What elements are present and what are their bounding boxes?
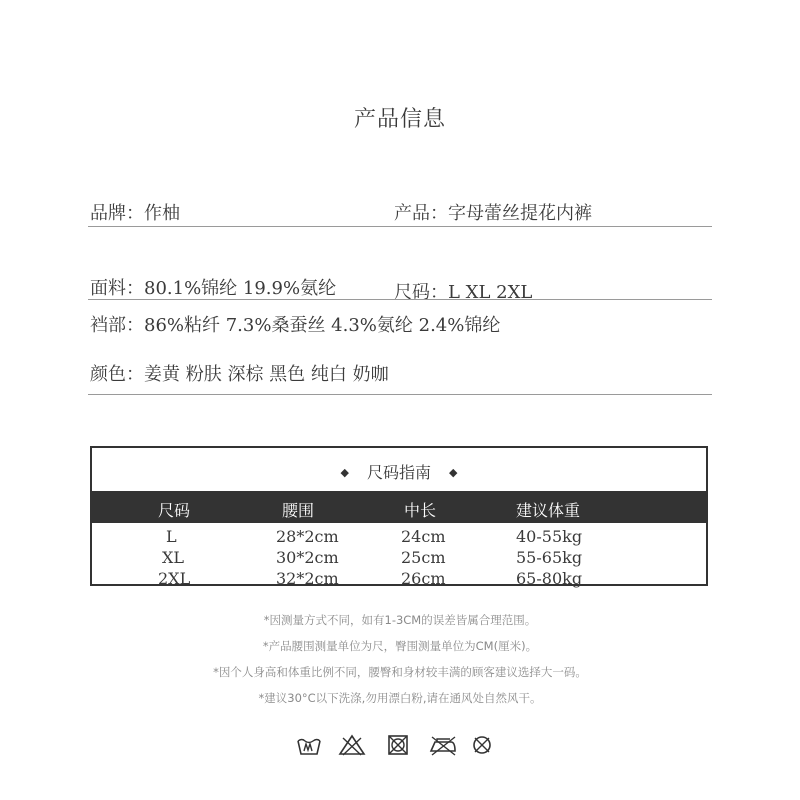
brand-value: 作柚 (144, 203, 180, 224)
note-line: *建议30°C以下洗涤,勿用漂白粉,请在通风处自然风干。 (258, 691, 542, 705)
fabric-label: 面料： (90, 278, 144, 299)
table-cell: 25cm (401, 548, 446, 567)
table-header (92, 491, 706, 523)
brand-label: 品牌： (90, 203, 144, 224)
note-line: *因测量方式不同，如有1-3CM的误差皆属合理范围。 (263, 613, 537, 627)
size-guide-title: 尺码指南 (366, 463, 431, 482)
page-title: 产品信息 (353, 107, 446, 132)
size-value: L XL 2XL (448, 282, 533, 303)
table-row (92, 569, 706, 591)
care-icons (296, 733, 496, 757)
no-dry-clean-icon (470, 733, 494, 757)
crotch-field (90, 311, 500, 337)
color-label: 颜色： (90, 364, 144, 385)
note-line: *产品腰围测量单位为尺，臀围测量单位为CM(厘米)。 (262, 639, 538, 653)
column-header: 腰围 (282, 501, 315, 520)
note-line: *因个人身高和体重比例不同，腰臀和身材较丰满的顾客建议选择大一码。 (213, 665, 587, 679)
column-header: 尺码 (158, 501, 191, 520)
no-tumble-dry-icon (386, 733, 410, 757)
table-row (92, 527, 706, 549)
size-guide-table (90, 446, 708, 586)
diamond-icon: ◆ (340, 466, 349, 479)
fabric-value: 80.1%锦纶 19.9%氨纶 (144, 278, 337, 299)
product-field (394, 199, 592, 225)
table-cell: 40-55kg (516, 527, 583, 546)
size-guide-heading (92, 460, 706, 483)
no-bleach-icon (338, 733, 366, 757)
table-row (92, 548, 706, 570)
table-cell: XL (162, 548, 185, 567)
table-cell: 28*2cm (276, 527, 339, 546)
color-field (90, 360, 389, 386)
no-iron-icon (428, 733, 458, 757)
crotch-value: 86%粘纤 7.3%桑蚕丝 4.3%氨纶 2.4%锦纶 (144, 315, 501, 336)
table-cell: L (166, 527, 177, 546)
column-header: 建议体重 (516, 501, 581, 520)
table-cell: 55-65kg (516, 548, 583, 567)
divider (88, 226, 712, 227)
product-label: 产品： (394, 203, 448, 224)
size-label: 尺码： (394, 282, 448, 303)
hand-wash-icon (296, 733, 322, 757)
table-cell: 30*2cm (276, 548, 339, 567)
table-cell: 32*2cm (276, 569, 339, 588)
color-value: 姜黄 粉肤 深棕 黑色 纯白 奶咖 (144, 364, 389, 385)
product-value: 字母蕾丝提花内裤 (448, 203, 592, 224)
table-cell: 26cm (401, 569, 446, 588)
table-cell: 24cm (401, 527, 446, 546)
column-header: 中长 (404, 501, 437, 520)
brand-field (90, 199, 180, 225)
size-field (394, 278, 532, 304)
table-cell: 65-80kg (516, 569, 583, 588)
fabric-field (90, 274, 336, 300)
diamond-icon: ◆ (449, 466, 458, 479)
table-cell: 2XL (158, 569, 191, 588)
crotch-label: 裆部： (90, 315, 144, 336)
divider (88, 299, 712, 300)
divider (88, 394, 712, 395)
